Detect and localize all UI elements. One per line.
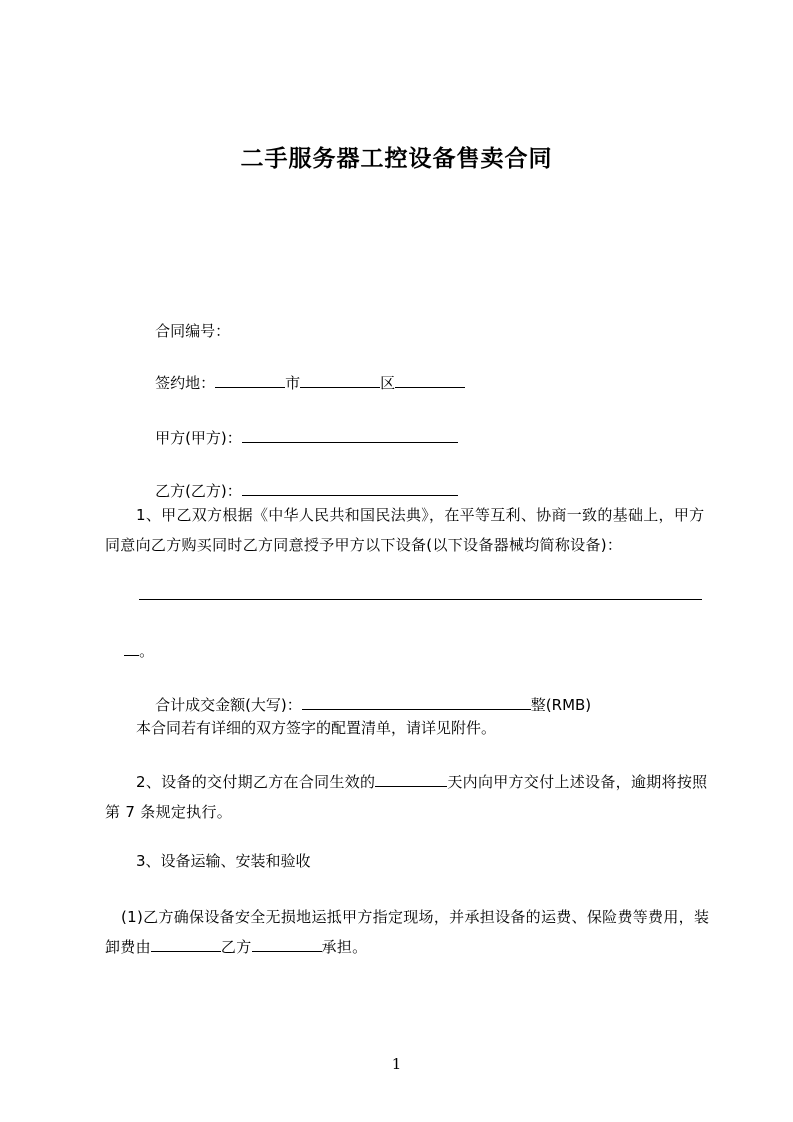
clause-3-1-before: (1)乙方确保设备安全无损地运抵甲方指定现场，并承担设备的运费、保险费等费用，装卸费由 — [105, 908, 710, 956]
sign-place-blank — [215, 370, 285, 388]
total-amount-suffix: 整(RMB) — [530, 696, 592, 714]
district-suffix: 区 — [380, 374, 396, 392]
city-blank — [300, 370, 380, 388]
loading-fee-blank-2 — [252, 934, 322, 952]
total-amount-blank — [302, 692, 531, 710]
total-amount-label: 合计成交金额(大写)： — [155, 696, 302, 714]
document-title: 二手服务器工控设备售卖合同 — [240, 146, 553, 172]
sign-place-label: 签约地： — [155, 374, 216, 392]
clause-3-1-after: 承担。 — [321, 938, 368, 956]
clause-2-after: 天内向甲方交付上述设备，逾期将按照第 7 条规定执行。 — [105, 773, 708, 821]
district-blank — [395, 370, 465, 388]
party-b-label: 乙方(乙方)： — [155, 482, 242, 500]
clause-2-before: 2、设备的交付期乙方在合同生效的 — [136, 773, 376, 791]
delivery-days-blank — [375, 769, 447, 787]
party-a-label: 甲方(甲方)： — [155, 429, 242, 447]
clause-1-end: 。 — [139, 642, 155, 660]
clause-3-1-middle: 乙方 — [220, 938, 252, 956]
page-number: 1 — [391, 1055, 402, 1073]
clause-1: 1、甲乙双方根据《中华人民共和国民法典》，在平等互利、协商一致的基础上，甲方同意向乙方购买同时乙方同意授予甲方以下设备(以下设备器械均简称设备)： — [105, 506, 705, 554]
attachment-note: 本合同若有详细的双方签字的配置清单，请详见附件。 — [136, 719, 497, 737]
city-suffix: 市 — [285, 374, 301, 392]
equipment-list-blank — [139, 599, 702, 600]
clause-3-1 — [105, 902, 717, 962]
party-b-blank — [242, 478, 458, 496]
contract-number-label: 合同编号： — [155, 322, 231, 340]
loading-fee-blank-1 — [151, 934, 221, 952]
clause-2 — [105, 767, 717, 827]
equipment-list-blank-tail — [124, 638, 139, 656]
party-a-blank — [242, 425, 458, 443]
clause-3-heading: 3、设备运输、安装和验收 — [136, 852, 311, 870]
